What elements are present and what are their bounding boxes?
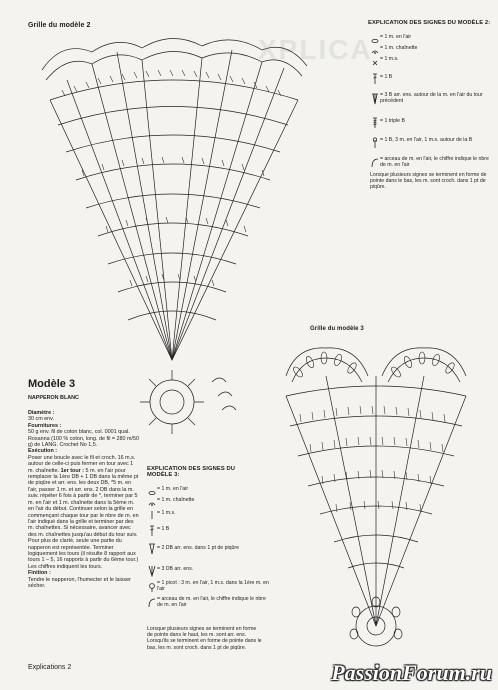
legend-2-title: EXPLICATION DES SIGNES DU MODÈLE 2: <box>368 20 491 26</box>
legend-2-item-2: = 1 m. chaînette <box>380 45 418 51</box>
picot-symbol <box>147 580 157 592</box>
legend-3-item-1: = 1 m. en l'air <box>157 486 189 492</box>
chain-arch-symbol-3 <box>147 596 157 608</box>
legend-2-item-1: = 1 m. en l'air <box>380 34 412 40</box>
background-ghost-text: XPLICA <box>258 34 373 65</box>
chain-arch-symbol <box>370 156 380 168</box>
execution-label: Exécution : <box>28 448 58 455</box>
legend-2-item-7: = 1 B, 3 m. en l'air, 1 m.s. autour de la B <box>380 137 473 143</box>
grille-3-title: Grille du modèle 3 <box>310 326 364 332</box>
watermark-text: PassionForum.ru <box>331 660 492 685</box>
legend-3-item-6: = 3 DB arr. ens. <box>157 566 194 572</box>
legend-2-note: Lorsque plusieurs signes se terminent en forme de pointe dans le bas, les m. sont croch. dans 1 pt de piqûre. <box>370 172 487 191</box>
first-round-label: 1er tour : <box>60 467 85 474</box>
single-crochet-symbol <box>370 56 380 68</box>
legend-3-item-3: = 1 m.s. <box>157 510 176 516</box>
model-3-subtitle: NAPPERON BLANC <box>28 395 79 401</box>
legend-2-item-6: = 1 triple B <box>380 118 405 124</box>
legend-2-item-4: = 1 B <box>380 74 393 80</box>
legend-2-item-3: = 1 m.s. <box>380 56 399 62</box>
page-footer <box>28 664 71 671</box>
legend-2-item-8: = arceau de m. en l'air, le chiffre indique le nbre de m. en l'air <box>380 156 489 169</box>
execution-text-b: 5 m. en l'air pour remplacer la 1ère DB + 1 DB dans la même pt de piqûre et arr. ens. les deux DB, *5 m. en l'air, passer 1 m. et arr. ens. 2 DB dans la m. suiv. répéter 6 fois à partir de *, terminer par 5 m. en l'air et 1 m. chaînette dans la 5ème m. en l'air du début. Continuer selon la grille en commençant chaque tour par le nbre de m. en l'air indiqué dans la grille et terminer par des m. chaînettes. Si nécessaire, avancer avec des m. chaînettes jusqu'au début du tour suiv. Pour plus de clarté, seule une partie du napperon est représentée. Terminer logiquement les tours (il résulte 8 rapport aux tours 1 – 5, 16 rapports à partir du 6ème tour.) Les chiffres indiquent les tours. <box>28 467 139 570</box>
model-3-instructions <box>28 410 140 589</box>
three-treble-cluster-symbol <box>370 92 380 104</box>
grille-2-title: Grille du modèle 2 <box>28 22 91 29</box>
three-dtr-cluster-symbol <box>147 564 157 576</box>
legend-3-item-2: = 1 m. chaînette <box>157 497 195 503</box>
model-3-title: Modèle 3 <box>28 378 76 390</box>
chart-model-3 <box>276 336 476 656</box>
diameter-value: 30 cm env. <box>28 416 54 423</box>
legend-2-item-5: = 3 B arr. ens. autour de la m. en l'air du tour précédent <box>380 92 483 105</box>
execution-text-a: Poser une boucle avec le fil et croch. 16 m.s. autour de celle-ci puis fermer en tour avec 1 m. chaînette. <box>28 454 136 474</box>
single-crochet-symbol-3 <box>147 508 157 520</box>
treble-symbol-3 <box>147 524 157 536</box>
supplies-label: Fournitures : <box>28 422 62 429</box>
legend-3-item-7: = 1 picot : 3 m. en l'air, 1 m.s. dans la 1ère m. en l'air <box>157 580 269 593</box>
legend-3-title: EXPLICATION DES SIGNES DU MODÈLE 3: <box>147 466 236 478</box>
legend-3-note: Lorsque plusieurs signes se terminent en forme de pointe dans le haut, les m. sont arr. ens. Lorsqu'ils se terminent en forme de pointe dans le bas, les m. sont croch. dans 1 pt de piqûre. <box>147 626 262 651</box>
footer-page-number: 2 <box>67 664 72 671</box>
two-dtr-cluster-symbol <box>147 542 157 554</box>
legend-3-item-4: = 1 B <box>157 526 170 532</box>
finishing-label: Finition : <box>28 570 51 577</box>
footer-label: Explications <box>28 664 66 671</box>
supplies-text: 50 g env. fil de coton blanc, col. 0001 qual. Rosanna (100 % coton, long. de fil = 280 m/50 g) de LANG. Crochet No 1,5. <box>28 429 140 449</box>
treble-symbol <box>370 72 380 84</box>
finishing-text: Tendre le napperon, l'humecter et le laisser sécher. <box>28 576 131 589</box>
legend-3-item-5: = 2 DB arr. ens. dans 1 pt de piqûre <box>157 545 240 551</box>
legend-3-item-8: = arceau de m. en l'air, le chiffre indique le nbre de m. en l'air <box>157 596 266 609</box>
triple-treble-symbol <box>370 116 380 128</box>
treble-picot-symbol <box>370 136 380 148</box>
diameter-label: Diamètre : <box>28 410 55 416</box>
